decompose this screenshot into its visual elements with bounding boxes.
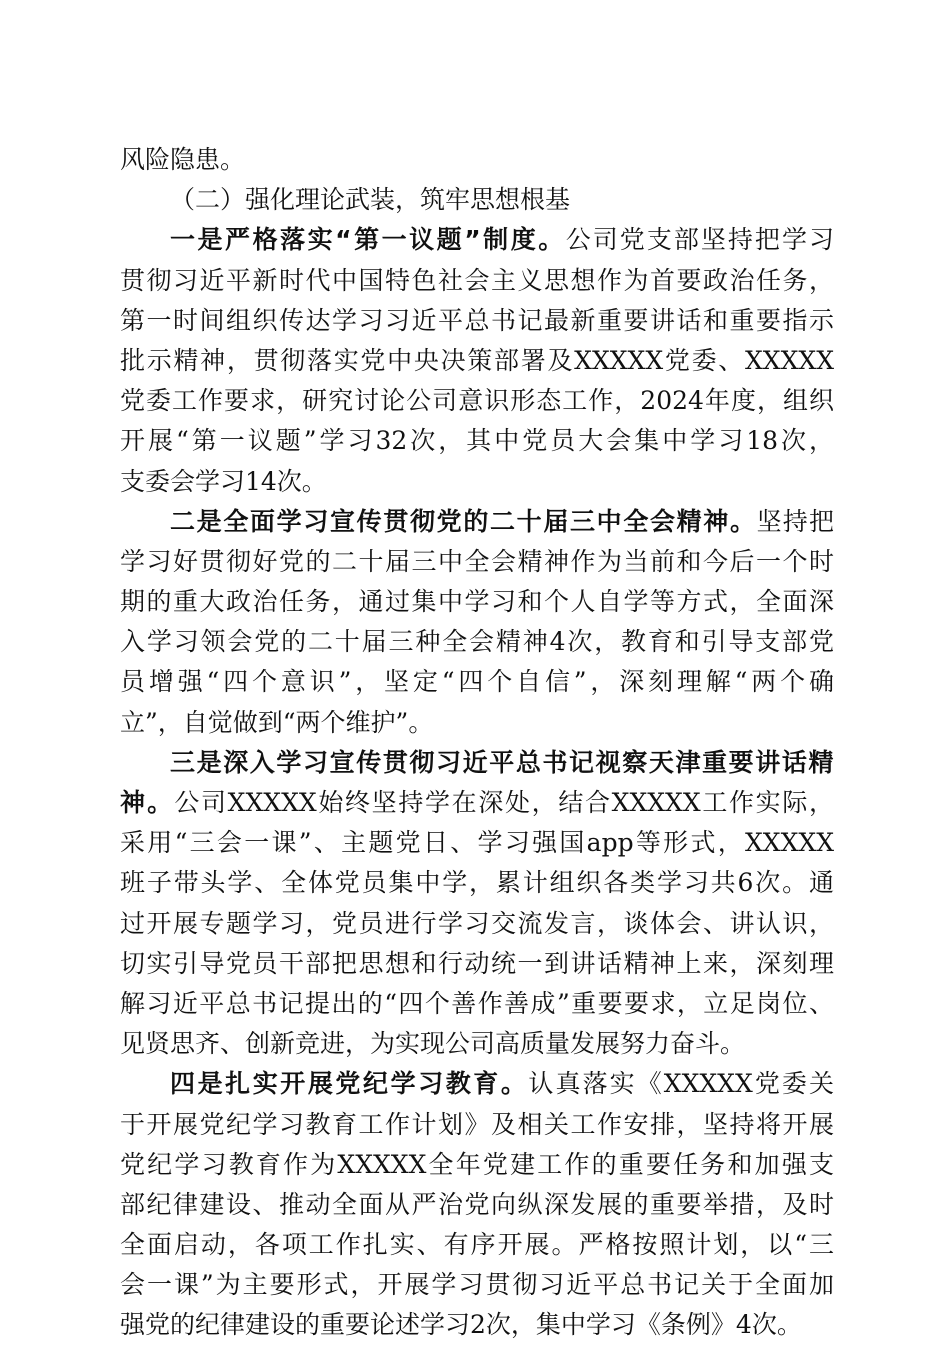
paragraph-2-text: 坚持把 xyxy=(756,506,834,536)
paragraph-4-line: 全面启动，各项工作扎实、有序开展。严格按照计划，以“三 xyxy=(120,1230,834,1260)
intro-line: 风险隐患。 xyxy=(120,145,246,174)
section-heading: （二）强化理论武装，筑牢思想根基 xyxy=(170,185,571,215)
paragraph-1-text: 公司党支部坚持把学习 xyxy=(565,225,834,255)
paragraph-4-line: 于开展党纪学习教育工作计划》及相关工作安排，坚持将开展 xyxy=(120,1109,834,1139)
paragraph-4-line: 部纪律建设、推动全面从严治党向纵深发展的重要举措，及时 xyxy=(120,1189,834,1219)
paragraph-1-line: 党委工作要求，研究讨论公司意识形态工作，2024年度，组织 xyxy=(120,386,834,416)
paragraph-2-first-line xyxy=(120,502,834,542)
paragraph-3-text: 公司XXXXX始终坚持学在深处，结合XXXXX工作实际， xyxy=(174,788,834,817)
paragraph-3-line: 过开展专题学习，党员进行学习交流发言，谈体会、讲认识， xyxy=(120,908,834,938)
paragraph-3-line: 采用“三会一课”、主题党日、学习强国app等形式，XXXXX xyxy=(120,828,834,858)
paragraph-2-line: 学习好贯彻好党的二十届三中全会精神作为当前和今后一个时 xyxy=(120,546,834,576)
paragraph-1-line: 支委会学习14次。 xyxy=(120,466,327,496)
paragraph-2-line: 员增强“四个意识”，坚定“四个自信”，深刻理解“两个确 xyxy=(120,667,834,697)
paragraph-3-line: 切实引导党员干部把思想和行动统一到讲话精神上来，深刻理 xyxy=(120,948,834,978)
paragraph-2-line: 入学习领会党的二十届三种全会精神4次，教育和引导支部党 xyxy=(120,627,834,657)
paragraph-2-heading: 二是全面学习宣传贯彻党的二十届三中全会精神。 xyxy=(170,506,757,536)
paragraph-1-line: 贯彻习近平新时代中国特色社会主义思想作为首要政治任务， xyxy=(120,265,834,295)
paragraph-1-heading: 一是严格落实“第一议题”制度。 xyxy=(170,225,566,255)
paragraph-3-line: 解习近平总书记提出的“四个善作善成”重要要求，立足岗位、 xyxy=(120,988,834,1018)
paragraph-1-line: 第一时间组织传达学习习近平总书记最新重要讲话和重要指示 xyxy=(120,305,834,335)
paragraph-1-line: 批示精神，贯彻落实党中央决策部署及XXXXX党委、XXXXX xyxy=(120,345,834,375)
paragraph-3-line: 班子带头学、全体党员集中学，累计组织各类学习共6次。通 xyxy=(120,868,834,898)
paragraph-3-first-line xyxy=(120,783,834,823)
document-body xyxy=(120,140,834,1346)
paragraph-4-text: 认真落实《XXXXX党委关 xyxy=(528,1069,834,1099)
paragraph-4-line: 党纪学习教育作为XXXXX全年党建工作的重要任务和加强支 xyxy=(120,1149,834,1179)
paragraph-1-line: 开展“第一议题”学习32次，其中党员大会集中学习18次， xyxy=(120,426,834,456)
paragraph-3-line: 见贤思齐、创新竞进，为实现公司高质量发展努力奋斗。 xyxy=(120,1029,746,1059)
paragraph-1-first-line xyxy=(120,220,834,260)
paragraph-4-heading: 四是扎实开展党纪学习教育。 xyxy=(170,1069,529,1099)
paragraph-2-line: 立”，自觉做到“两个维护”。 xyxy=(120,707,434,737)
paragraph-4-first-line xyxy=(120,1064,834,1104)
paragraph-3-heading-end: 神。 xyxy=(120,788,175,817)
paragraph-3-heading: 三是深入学习宣传贯彻习近平总书记视察天津重要讲话精 xyxy=(170,747,834,777)
paragraph-4-line: 强党的纪律建设的重要论述学习2次，集中学习《条例》4次。 xyxy=(120,1310,802,1340)
paragraph-4-line: 会一课”为主要形式，开展学习贯彻习近平总书记关于全面加 xyxy=(120,1270,834,1300)
paragraph-2-line: 期的重大政治任务，通过集中学习和个人自学等方式，全面深 xyxy=(120,587,834,617)
